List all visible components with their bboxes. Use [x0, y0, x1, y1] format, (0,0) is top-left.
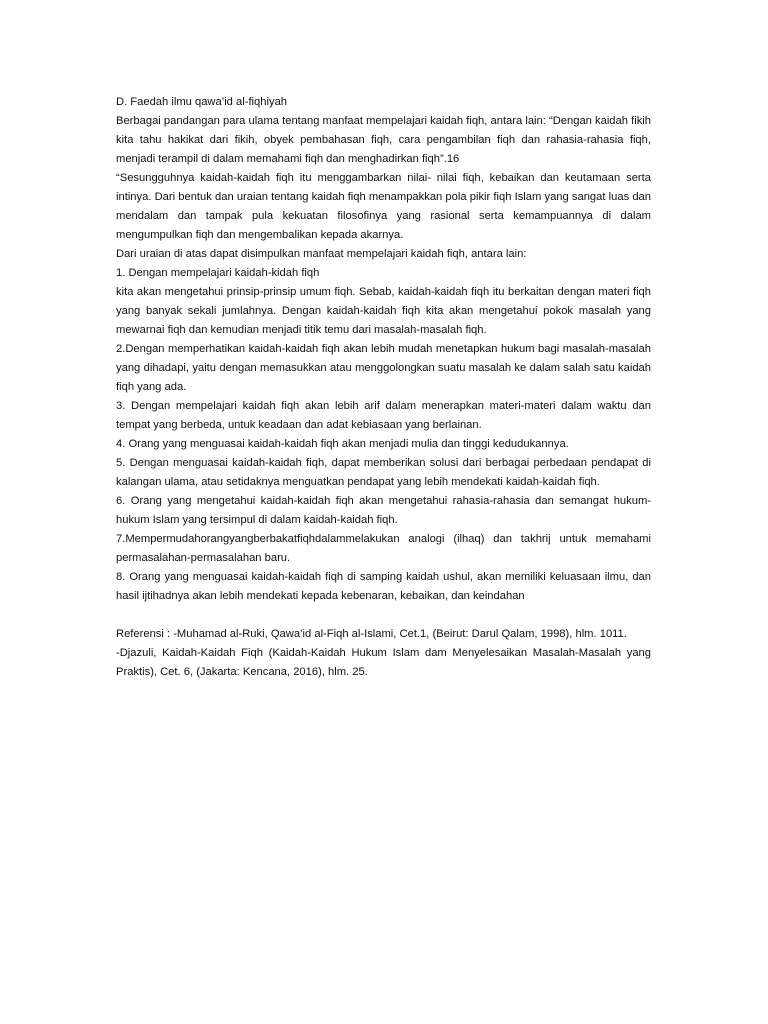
point-5: 5. Dengan menguasai kaidah-kaidah fiqh, dapat memberikan solusi dari berbagai perbedaan pendapat di kalangan ulama, atau setidaknya menguatkan pendapat yang lebih mendekati kaidah-kaidah fiqh.: [116, 457, 651, 488]
point-3: 3. Dengan mempelajari kaidah fiqh akan lebih arif dalam menerapkan materi-materi dalam waktu dan tempat yang berbeda, untuk keadaan dan adat kebiasaan yang berlainan.: [116, 400, 651, 431]
paragraph-gap: [116, 606, 651, 625]
point-1-title: 1. Dengan mempelajari kaidah-kidah fiqh: [116, 267, 320, 279]
intro-paragraph-3: Dari uraian di atas dapat disimpulkan manfaat mempelajari kaidah fiqh, antara lain:: [116, 248, 527, 260]
point-2: 2.Dengan memperhatikan kaidah-kaidah fiqh akan lebih mudah menetapkan hukum bagi masalah-masalah yang dihadapi, yaitu dengan memasukkan atau menggolongkan suatu masalah ke dalam salah satu kaidah fiqh yang ada.: [116, 343, 651, 393]
reference-1: Referensi : -Muhamad al-Ruki, Qawa’id al-Fiqh al-Islami, Cet.1, (Beirut: Darul Qalam, 1998), hlm. 1011.: [116, 628, 627, 640]
point-6: 6. Orang yang mengetahui kaidah-kaidah fiqh akan mengetahui rahasia-rahasia dan semangat hukum-hukum Islam yang tersimpul di dalam kaidah-kaidah fiqh.: [116, 495, 651, 526]
section-heading: D. Faedah ilmu qawa’id al-fiqhiyah: [116, 96, 288, 108]
intro-paragraph-2: “Sesungguhnya kaidah-kaidah fiqh itu menggambarkan nilai- nilai fiqh, kebaikan dan keutamaan serta intinya. Dari bentuk dan uraian tentang kaidah fiqh menampakkan pola pikir fiqh Islam yang sangat luas dan mendalam dan tampak pula kekuatan filosofinya yang rasional serta kemampuannya di dalam mengumpulkan fiqh dan mengembalikan kepada akarnya.: [116, 172, 651, 241]
point-7: 7.Mempermudahorangyangberbakatfiqhdalammelakukan analogi (ilhaq) dan takhrij untuk memahami permasalahan-permasalahan baru.: [116, 533, 651, 564]
document-page: [116, 93, 651, 682]
reference-2: -Djazuli, Kaidah-Kaidah Fiqh (Kaidah-Kaidah Hukum Islam dam Menyelesaikan Masalah-Masalah yang Praktis), Cet. 6, (Jakarta: Kencana, 2016), hlm. 25.: [116, 647, 651, 678]
point-8: 8. Orang yang menguasai kaidah-kaidah fiqh di samping kaidah ushul, akan memiliki keluasaan ilmu, dan hasil ijtihadnya akan lebih mendekati kepada kebenaran, kebaikan, dan keindahan: [116, 571, 651, 602]
point-1-body: kita akan mengetahui prinsip-prinsip umum fiqh. Sebab, kaidah-kaidah fiqh itu berkaitan dengan materi fiqh yang banyak sekali jumlahnya. Dengan kaidah-kaidah fiqh kita akan mengetahui pokok masalah yang mewarnai fiqh dan kemudian menjadi titik temu dari masalah-masalah fiqh.: [116, 286, 651, 336]
point-4: 4. Orang yang menguasai kaidah-kaidah fiqh akan menjadi mulia dan tinggi kedudukannya.: [116, 438, 569, 450]
intro-paragraph-1: Berbagai pandangan para ulama tentang manfaat mempelajari kaidah fiqh, antara lain: “Dengan kaidah fikih kita tahu hakikat dari fikih, obyek pembahasan fiqh, cara pengambilan fiqh dan rahasia-rahasia fiqh, menjadi terampil di dalam memahami fiqh dan menghadirkan fiqh”.16: [116, 115, 651, 165]
